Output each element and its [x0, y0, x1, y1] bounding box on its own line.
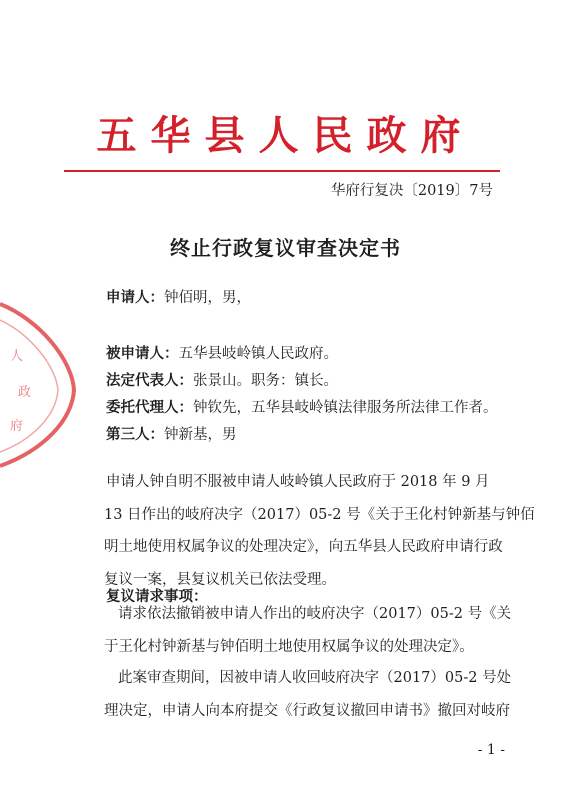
applicant-label: 申请人：	[106, 289, 164, 306]
respondent-label: 被申请人：	[106, 345, 179, 362]
applicant-row	[106, 287, 251, 309]
applicant-value: 钟佰明，男，	[164, 290, 251, 306]
agent-value: 钟钦先，五华县岐岭镇法律服务所法律工作者。	[193, 400, 498, 416]
legal-rep-value: 张景山。职务：镇长。	[193, 373, 338, 389]
agent-label: 委托代理人：	[106, 399, 193, 416]
paragraph-line: 申请人钟自明不服被申请人岐岭镇人民政府于 2018 年 9 月	[106, 474, 490, 490]
third-party-label: 第三人：	[106, 426, 164, 443]
paragraph-line: 理决定，申请人向本府提交《行政复议撤回申请书》撤回对岐府	[104, 702, 510, 719]
third-party-row	[106, 424, 237, 446]
legal-rep-label: 法定代表人：	[106, 372, 193, 389]
svg-text:府: 府	[10, 419, 24, 434]
paragraph-line: 请求依法撤销被申请人作出的岐府决字（2017）05-2 号《关	[118, 606, 512, 622]
paragraph-line: 复议一案，县复议机关已依法受理。	[104, 571, 336, 588]
paragraph-line: 于王化村钟新基与钟佰明土地使用权属争议的处理决定》。	[104, 638, 474, 655]
svg-text:政: 政	[18, 385, 32, 400]
svg-text:人: 人	[10, 349, 24, 364]
respondent-value: 五华县岐岭镇人民政府。	[178, 346, 338, 362]
review-paragraph	[104, 662, 518, 727]
header-red-rule	[64, 170, 500, 172]
legal-rep-row	[106, 370, 338, 392]
respondent-row	[106, 343, 338, 365]
section-heading: 复议请求事项：	[106, 588, 208, 605]
case-description-paragraph	[104, 466, 535, 596]
page-number: - 1 -	[477, 742, 505, 758]
government-header: 五华县人民政府	[96, 112, 475, 159]
paragraph-line: 13 日作出的岐府决字（2017）05-2 号《关于王化村钟新基与钟佰	[104, 506, 535, 523]
document-title: 终止行政复议审查决定书	[170, 236, 401, 260]
third-party-value: 钟新基，男	[164, 427, 237, 443]
request-paragraph	[104, 598, 518, 663]
agent-row	[106, 397, 498, 419]
paragraph-line: 此案审查期间，因被申请人收回岐府决字（2017）05-2 号处	[118, 670, 512, 686]
paragraph-line: 明土地使用权属争议的处理决定》，向五华县人民政府申请行政	[104, 539, 503, 555]
document-number: 华府行复决〔2019〕7号	[330, 183, 493, 199]
seal-stamp-fragment	[0, 300, 78, 470]
